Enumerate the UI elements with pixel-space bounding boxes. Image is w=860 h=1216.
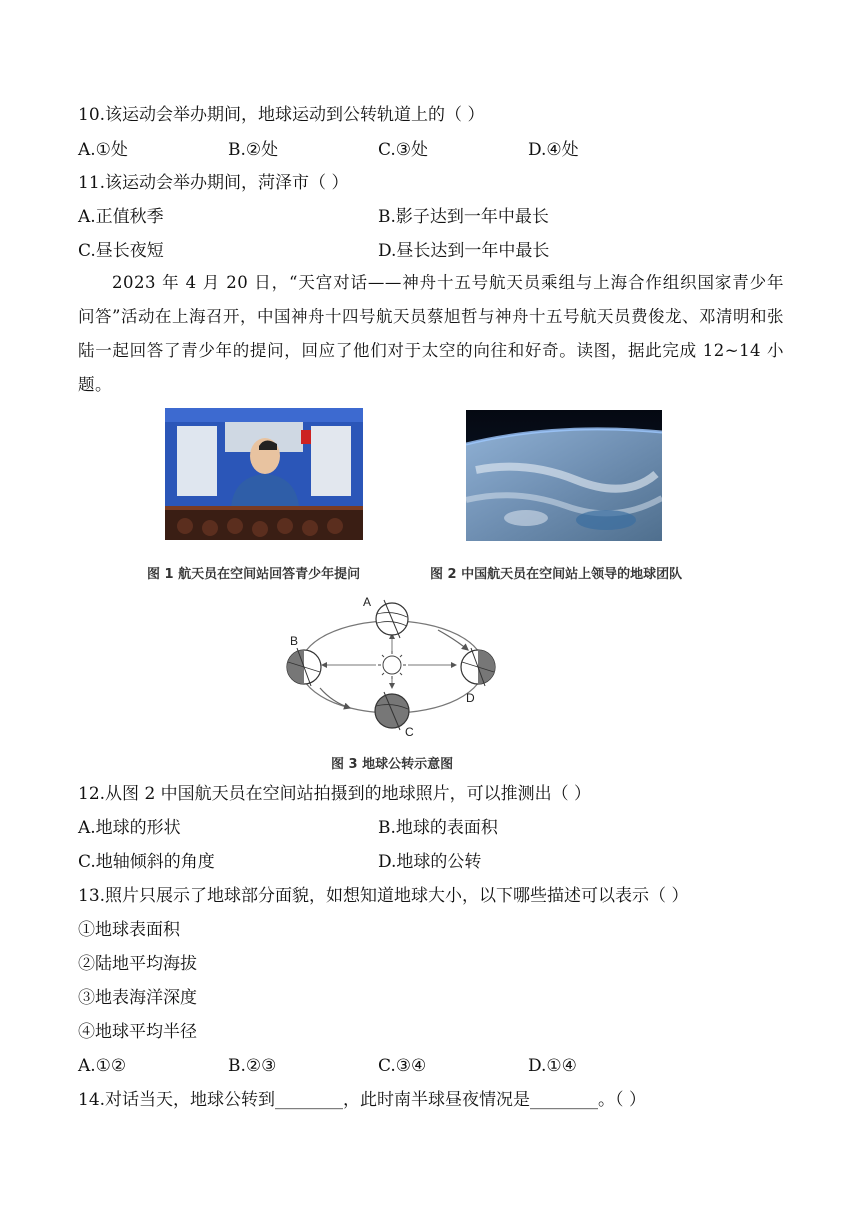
q11-option-b[interactable]: B.影子达到一年中最长 <box>378 207 549 227</box>
q13-item-1: ①地球表面积 <box>78 920 180 940</box>
reading-passage: 2023 年 4 月 20 日，“天宫对话——神舟十五号航天员乘组与上海合作组织国家青少年问答”活动在上海召开，中国神舟十四号航天员蔡旭哲与神舟十五号航天员费俊龙、邓清明和张陆一起回答了青少年的提问，回应了他们对于太空的向往和好奇。读图，据此完成 12~14 小题。 <box>78 273 784 394</box>
q12-option-a[interactable]: A.地球的形状 <box>78 818 181 838</box>
orbit-label-b: B <box>290 634 299 648</box>
q10-option-a[interactable]: A.①处 <box>78 140 128 160</box>
q11-stem: 11.该运动会举办期间，菏泽市（ ） <box>78 173 349 193</box>
q13-option-c[interactable]: C.③④ <box>378 1056 427 1076</box>
q12-stem: 12.从图 2 中国航天员在空间站拍摄到的地球照片，可以推测出（ ） <box>78 784 592 804</box>
figure-1-astronaut-photo <box>165 408 363 540</box>
q13-option-b[interactable]: B.②③ <box>228 1056 277 1076</box>
earth-position-a <box>376 600 408 638</box>
q11-option-a[interactable]: A.正值秋季 <box>78 207 164 227</box>
earth-position-c <box>375 692 409 730</box>
orbit-label-c: C <box>405 725 414 739</box>
orbit-label-d: D <box>466 691 475 705</box>
q11-option-d[interactable]: D.昼长达到一年中最长 <box>378 241 550 261</box>
earth-position-d <box>461 648 495 686</box>
q10-option-c[interactable]: C.③处 <box>378 140 429 160</box>
orbit-label-a: A <box>363 595 372 609</box>
figure-2-caption: 图 2 中国航天员在空间站上领导的地球团队 <box>430 567 683 582</box>
q13-item-4: ④地球平均半径 <box>78 1022 197 1042</box>
q13-option-d[interactable]: D.①④ <box>528 1056 577 1076</box>
figure-3-caption: 图 3 地球公转示意图 <box>331 757 454 772</box>
q13-item-2: ②陆地平均海拔 <box>78 954 197 974</box>
q11-option-c[interactable]: C.昼长夜短 <box>78 241 164 261</box>
q12-option-d[interactable]: D.地球的公转 <box>378 852 482 872</box>
sun-icon <box>378 651 406 679</box>
q13-item-3: ③地表海洋深度 <box>78 988 197 1008</box>
figure-2-earth-photo <box>466 410 662 541</box>
earth-position-b <box>287 648 321 686</box>
q12-option-b[interactable]: B.地球的表面积 <box>378 818 498 838</box>
q12-option-c[interactable]: C.地轴倾斜的角度 <box>78 852 215 872</box>
q10-stem: 10.该运动会举办期间，地球运动到公转轨道上的（ ） <box>78 105 485 125</box>
q13-stem: 13.照片只展示了地球部分面貌，如想知道地球大小，以下哪些描述可以表示（ ） <box>78 886 689 906</box>
figure-3-orbit-diagram <box>280 590 510 740</box>
q13-option-a[interactable]: A.①② <box>78 1056 127 1076</box>
figure-1-caption: 图 1 航天员在空间站回答青少年提问 <box>147 567 361 582</box>
q10-option-d[interactable]: D.④处 <box>528 140 579 160</box>
q14-stem: 14.对话当天，地球公转到________，此时南半球昼夜情况是________。（ ） <box>78 1090 646 1110</box>
q10-option-b[interactable]: B.②处 <box>228 140 279 160</box>
